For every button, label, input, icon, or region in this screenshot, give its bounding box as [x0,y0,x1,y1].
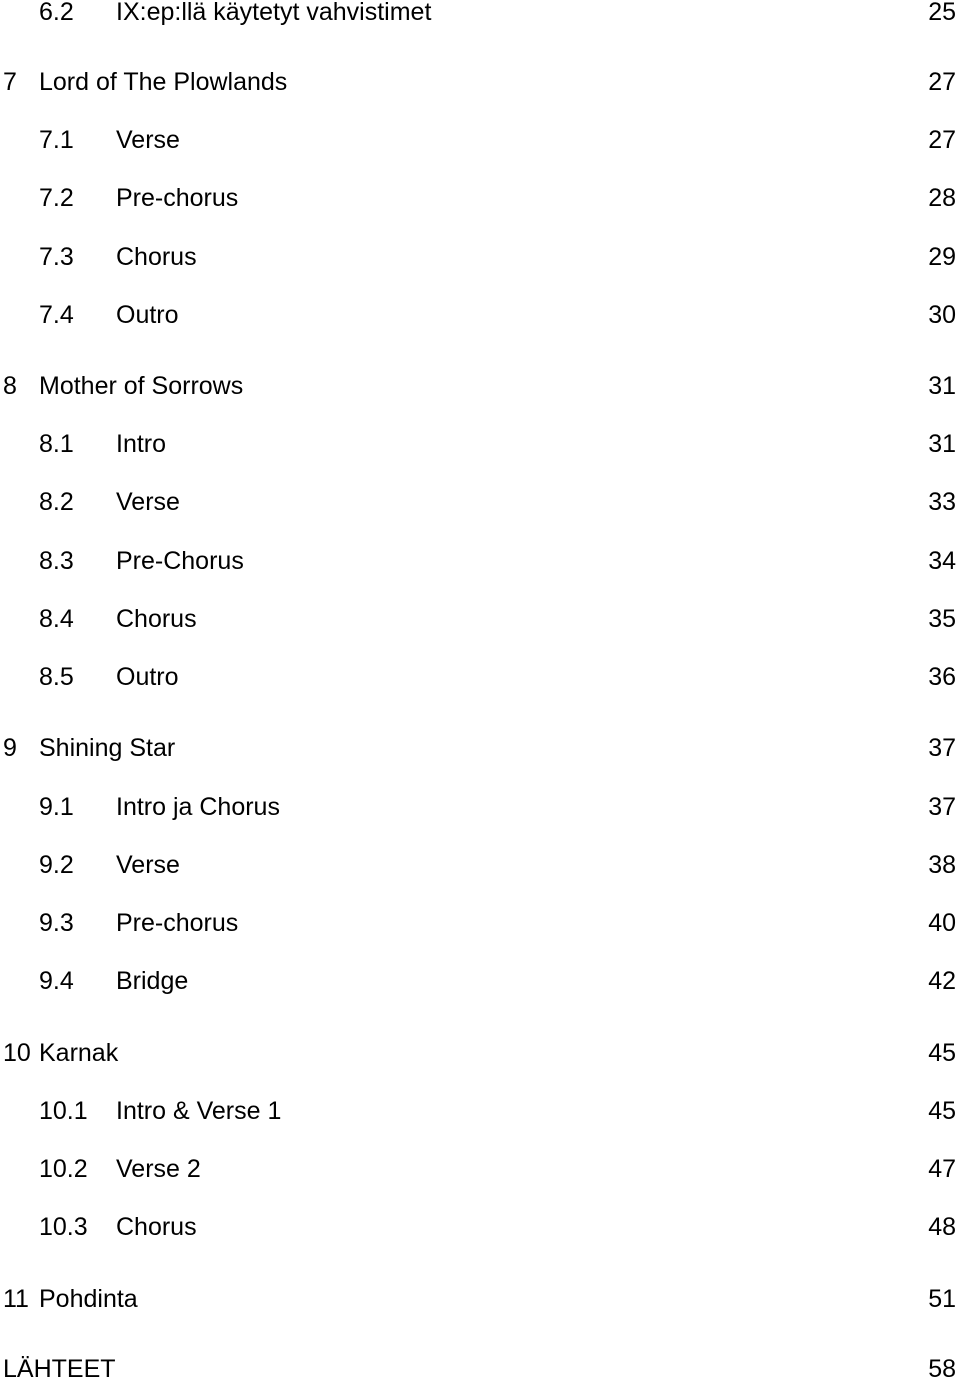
entry-page: 27 [928,126,956,154]
entry-number: 10.3 [39,1213,88,1241]
entry-title: Pre-chorus [116,909,239,937]
entry-title: Pohdinta [39,1285,138,1313]
entry-title: Intro [116,430,167,458]
toc-entry[interactable] [0,122,960,158]
entry-number: 8.3 [39,547,74,575]
entry-title: Chorus [116,1213,197,1241]
toc-entry[interactable] [0,659,960,695]
entry-title: Bridge [116,967,189,995]
toc-entry[interactable] [0,1093,960,1129]
entry-number: 8 [3,372,17,400]
entry-title: Chorus [116,243,197,271]
entry-page: 27 [928,68,956,96]
entry-title: Outro [116,663,179,691]
entry-title: Shining Star [39,734,176,762]
entry-title: Lord of The Plowlands [39,68,288,96]
entry-title: Verse [116,851,180,879]
entry-page: 36 [928,663,956,691]
entry-page: 45 [928,1039,956,1067]
entry-title: Pre-Chorus [116,547,244,575]
entry-page: 33 [928,488,956,516]
entry-number: 8.4 [39,605,74,633]
toc-entry[interactable] [0,601,960,637]
entry-number: 10.2 [39,1155,88,1183]
entry-title: Karnak [39,1039,119,1067]
entry-title: Verse [116,488,180,516]
entry-title: Mother of Sorrows [39,372,244,400]
entry-page: 45 [928,1097,956,1125]
entry-number: 9.2 [39,851,74,879]
entry-title: Verse 2 [116,1155,201,1183]
entry-page: 30 [928,301,956,329]
entry-number: 7 [3,68,17,96]
toc-entry[interactable] [0,426,960,462]
toc-entry-references[interactable] [0,1351,960,1387]
entry-number: 9 [3,734,17,762]
entry-number: 8.1 [39,430,74,458]
toc-entry[interactable] [0,297,960,333]
entry-title: IX:ep:llä käytetyt vahvistimet [116,0,432,26]
toc-entry[interactable] [0,368,960,404]
entry-page: 34 [928,547,956,575]
entry-number: 7.1 [39,126,74,154]
entry-number: 9.1 [39,793,74,821]
toc-entry[interactable] [0,239,960,275]
toc-entry[interactable] [0,64,960,100]
entry-page: 37 [928,793,956,821]
entry-number: 10.1 [39,1097,88,1125]
entry-page: 58 [928,1355,956,1383]
entry-page: 48 [928,1213,956,1241]
toc-entry[interactable] [0,789,960,825]
entry-number: 9.3 [39,909,74,937]
entry-number: 6.2 [39,0,74,26]
toc-entry[interactable] [0,905,960,941]
entry-number: 7.4 [39,301,74,329]
entry-title: Intro & Verse 1 [116,1097,282,1125]
entry-title: Pre-chorus [116,184,239,212]
entry-page: 35 [928,605,956,633]
toc-entry[interactable] [0,963,960,999]
entry-page: 28 [928,184,956,212]
toc-entry[interactable] [0,1281,960,1317]
entry-title: Chorus [116,605,197,633]
toc-entry[interactable] [0,543,960,579]
entry-title: Outro [116,301,179,329]
entry-number: 10 [3,1039,31,1067]
entry-page: 42 [928,967,956,995]
toc-entry[interactable] [0,730,960,766]
toc-entry[interactable] [0,180,960,216]
entry-page: 51 [928,1285,956,1313]
entry-page: 31 [928,430,956,458]
toc-entry[interactable] [0,1151,960,1187]
entry-title: Verse [116,126,180,154]
toc-entry[interactable] [0,1035,960,1071]
entry-number: 8.2 [39,488,74,516]
toc-entry[interactable] [0,0,960,30]
entry-number: 7.3 [39,243,74,271]
entry-page: 38 [928,851,956,879]
entry-number: 7.2 [39,184,74,212]
toc-entry[interactable] [0,484,960,520]
entry-page: 25 [928,0,956,26]
entry-page: 47 [928,1155,956,1183]
entry-number: 9.4 [39,967,74,995]
entry-page: 37 [928,734,956,762]
toc-entry[interactable] [0,1209,960,1245]
entry-page: 40 [928,909,956,937]
entry-title: Intro ja Chorus [116,793,280,821]
entry-title: LÄHTEET [3,1355,116,1383]
entry-number: 11 [3,1285,29,1313]
entry-number: 8.5 [39,663,74,691]
entry-page: 29 [928,243,956,271]
entry-page: 31 [928,372,956,400]
toc-entry[interactable] [0,847,960,883]
